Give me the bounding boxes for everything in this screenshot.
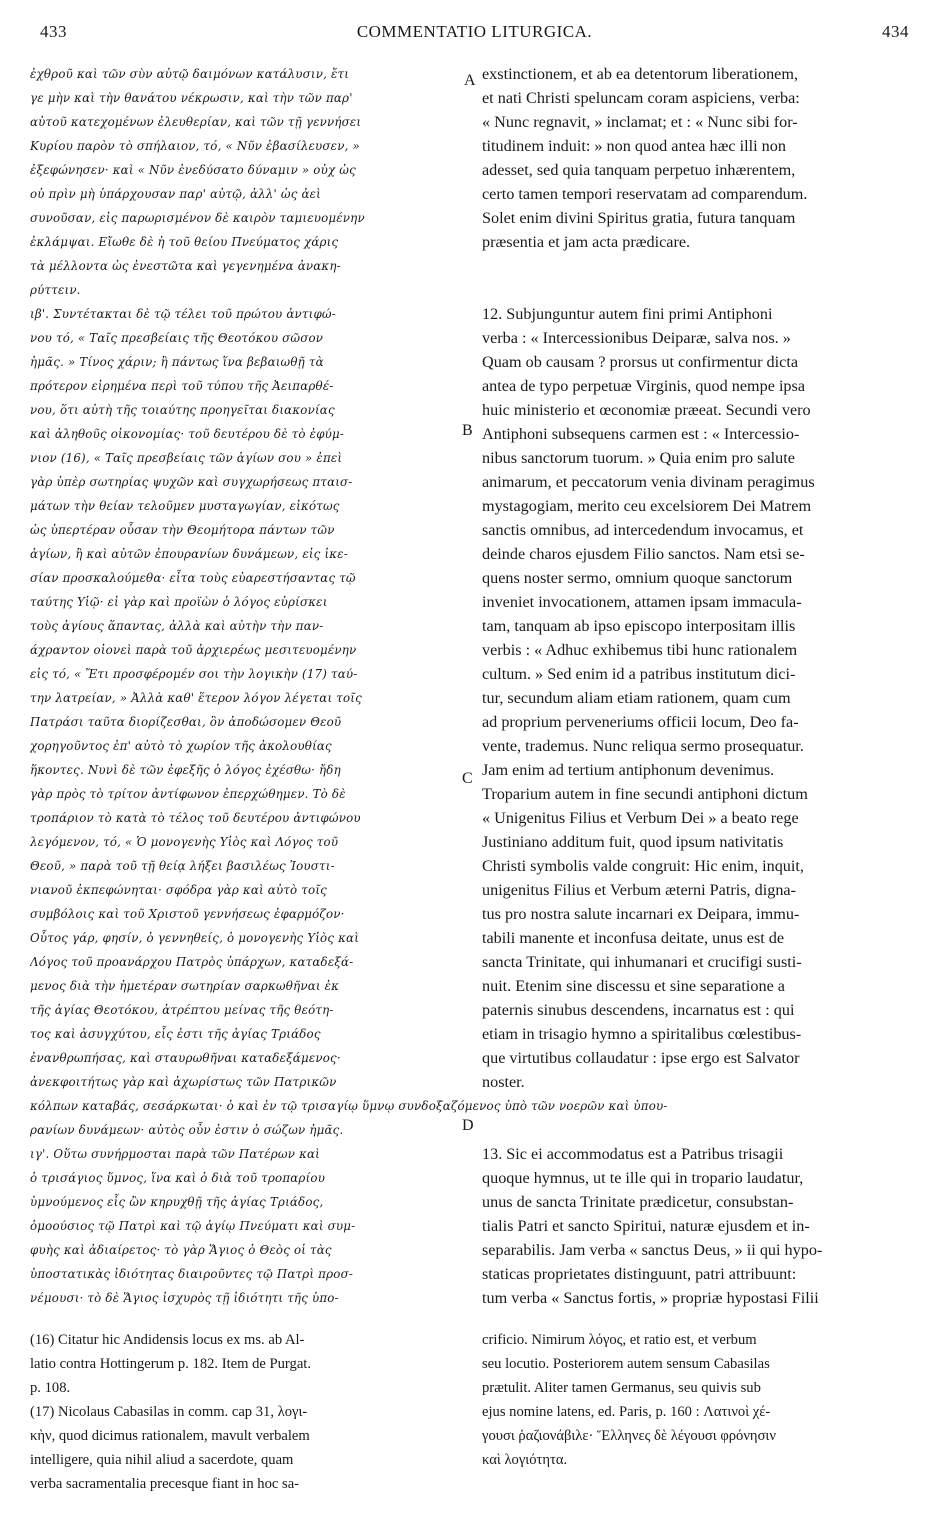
latin-text-line: Solet enim divini Spiritus gratia, futura tanquam <box>482 209 796 227</box>
greek-text-line: συνοῦσαν, εἰς παρωρισμένον δὲ καιρὸν ταμιευομένην <box>30 211 365 225</box>
latin-text-line: sanctis omnibus, ad intercedendum invocamus, et <box>482 521 804 539</box>
latin-column-bottom <box>482 1142 922 1310</box>
greek-text-line: γὰρ ὑπὲρ σωτηρίας ψυχῶν καὶ συγχωρήσεως πταισ- <box>30 475 353 489</box>
footnote-line: intelligere, quia nihil aliud a sacerdote, quam <box>30 1452 294 1468</box>
greek-text-line: ἐνανθρωπήσας, καὶ σταυρωθῆναι καταδεξάμενος· <box>30 1051 341 1065</box>
greek-text-line: ἐχθροῦ καὶ τῶν σὺν αὐτῷ δαιμόνων κατάλυσιν, ἔτι <box>30 67 350 81</box>
greek-text-line: γε μὴν καὶ τὴν θανάτου νέκρωσιν, καὶ τὴν τῶν παρ' <box>30 91 353 105</box>
greek-text-line: συμβόλοις καὶ τοῦ Χριστοῦ γεννήσεως ἐφαρμόζον· <box>30 907 345 921</box>
latin-text-line: huic ministerio et œconomiæ præeat. Secundi vero <box>482 401 811 419</box>
running-header <box>30 22 919 46</box>
greek-column-top <box>30 62 456 1094</box>
latin-text-line: cultum. » Sed enim id a patribus institutum dici- <box>482 665 796 683</box>
greek-text-line: Οὗτος γάρ, φησίν, ὁ γεννηθείς, ὁ μονογενὴς Υἱὸς καὶ <box>30 931 360 945</box>
footnotes-left <box>30 1328 456 1492</box>
footnote-line: κὴν, quod dicimus rationalem, mavult verbalem <box>30 1428 310 1444</box>
page-number-right: 434 <box>882 22 909 41</box>
latin-text-line: antea de typo perpetuæ Virginis, quod nempe ipsa <box>482 377 806 395</box>
greek-text-line: τὰ μέλλοντα ὡς ἐνεστῶτα καὶ γεγενημένα ἀνακη- <box>30 259 341 273</box>
latin-text-line: ad proprium perveneriums officii locum, Deo fa- <box>482 713 799 731</box>
margin-letter-c: C <box>462 770 473 787</box>
latin-text-line: unigenitus Filius et Verbum æterni Patris, digna- <box>482 881 796 899</box>
greek-text-line: μάτων τὴν θείαν τελοῦμεν μυσταγωγίαν, εἰκότως <box>30 499 340 513</box>
greek-text-line: καὶ ἀληθοῦς οἰκονομίας· τοῦ δευτέρου δὲ τὸ ἐφύμ- <box>30 427 345 441</box>
latin-text-line: 12. Subjunguntur autem fini primi Antiphoni <box>482 305 773 323</box>
latin-text-line: titudinem induit: » non quod antea hæc illi non <box>482 137 786 155</box>
greek-text-line: νέμουσι· τὸ δὲ Ἅγιος ἰσχυρὸς τῇ ἰδιότητι τῆς ὑπο- <box>30 1291 339 1305</box>
latin-text-line: verbis : « Adhuc exhibemus tibi hunc rationalem <box>482 641 798 659</box>
greek-text-line: ιγ'. Οὕτω συνήρμοσται παρὰ τῶν Πατέρων καὶ <box>30 1147 320 1161</box>
latin-text-line: quens noster sermo, omnium quoque sanctorum <box>482 569 793 587</box>
latin-text-line: Jam enim ad tertium antiphonum devenimus. <box>482 761 775 779</box>
greek-text-line: Κυρίου παρὸν τὸ σπήλαιον, τό, « Νῦν ἐβασίλευσεν, » <box>30 139 360 153</box>
greek-text-line: ὑποστατικὰς ἰδιότητας διαιροῦντες τῷ Πατρὶ προσ- <box>30 1267 354 1281</box>
footnote-line: prætulit. Aliter tamen Germanus, seu quivis sub <box>482 1380 761 1396</box>
margin-letter-a: A <box>464 72 476 89</box>
greek-text-line: ἥκοντες. Νυνὶ δὲ τῶν ἐφεξῆς ὁ λόγος ἐχέσθω· ἤδη <box>30 763 341 777</box>
footnote-line: καὶ λογιότητα. <box>482 1452 568 1468</box>
latin-text-line: præsentia et jam acta prædicare. <box>482 233 691 251</box>
greek-column-bottom <box>30 1142 456 1310</box>
latin-text-line: certo tamen tempori reservatam ad comparendum. <box>482 185 808 203</box>
greek-text-line: λεγόμενον, τό, « Ὁ μονογενὴς Υἱὸς καὶ Λόγος τοῦ <box>30 835 339 849</box>
latin-text-line: animarum, et peccatorum venia divinam peragimus <box>482 473 815 491</box>
latin-text-line: vente, trademus. Nunc reliqua sermo prosequatur. <box>482 737 804 755</box>
running-title: COMMENTATIO LITURGICA. <box>356 22 593 41</box>
latin-text-line: tabili manente et inconfusa deitate, unus est de <box>482 929 785 947</box>
latin-text-line: tur, secundum aliam etiam rationem, quam cum <box>482 689 791 707</box>
latin-text-line: exstinctionem, et ab ea detentorum liberationem, <box>482 65 798 83</box>
latin-text-line: sancta Trinitate, qui inhumanari et crucifigi susti- <box>482 953 802 971</box>
greek-text-line: ἀνεκφοιτήτως γὰρ καὶ ἀχωρίστως τῶν Πατρικῶν <box>30 1075 337 1089</box>
greek-text-line: αὐτοῦ κατεχομένων ἐλευθερίαν, καὶ τῶν τῇ γεννήσει <box>30 115 362 129</box>
greek-text-line: φυὴς καὶ ἀδιαίρετος· τὸ γὰρ Ἅγιος ὁ Θεὸς οἱ τὰς <box>30 1243 332 1257</box>
latin-text-line: inveniet invocationem, attamen ipsam immacula- <box>482 593 802 611</box>
greek-text-line: οὐ πρὶν μὴ ὑπάρχουσαν παρ' αὐτῷ, ἀλλ' ὡς ἀεὶ <box>30 187 321 201</box>
greek-text-line: ρανίων δυνάμεων· αὐτὸς οὖν ἐστιν ὁ σώζων ἡμᾶς. <box>30 1123 344 1137</box>
greek-text-line: Πατράσι ταῦτα διορίζεσθαι, ὃν ἀποδώσομεν Θεοῦ <box>30 715 342 729</box>
latin-text-line: adesset, sed quia tanquam perpetuo inhærentem, <box>482 161 796 179</box>
page-number-left: 433 <box>40 22 67 41</box>
greek-text-line: τῆς ἁγίας Θεοτόκου, ἀτρέπτου μείνας τῆς θεότη- <box>30 1003 334 1017</box>
latin-text-line: tam, tanquam ab ipso episcopo interpositam illis <box>482 617 796 635</box>
footnote-line: seu locutio. Posteriorem autem sensum Cabasilas <box>482 1356 770 1372</box>
greek-text-line: χορηγοῦντος ἐπ' αὐτὸ τὸ χωρίον τῆς ἀκολουθίας <box>30 739 332 753</box>
latin-text-line: unus de sancta Trinitate prædicetur, consubstan- <box>482 1193 794 1211</box>
greek-text-line: ὡς ὑπερτέραν οὖσαν τὴν Θεομήτορα πάντων τῶν <box>30 523 335 537</box>
latin-text-line: « Unigenitus Filius et Verbum Dei » a beato rege <box>482 809 799 827</box>
greek-text-line: ὑμνούμενος εἷς ὢν κηρυχθῇ τῆς ἁγίας Τριάδος, <box>30 1195 324 1209</box>
greek-text-line: άχραντον οἱονεὶ παρὰ τοῦ ἀρχιερέως μεσιτευομένην <box>30 643 357 657</box>
latin-text-line: tum verba « Sanctus fortis, » propriæ hypostasi Filii <box>482 1289 819 1307</box>
greek-text-line: ἐξεφώνησεν· καὶ « Νῦν ἐνεδύσατο δύναμιν » οὐχ ὡς <box>30 163 356 177</box>
greek-text-line: ἁγίων, ἢ καὶ αὐτῶν ἐπουρανίων δυνάμεων, εἰς ἱκε- <box>30 547 348 561</box>
latin-text-line: nuit. Etenim sine discessu et sine separatione a <box>482 977 785 995</box>
latin-text-line: Justiniano additum fuit, quod ipsum nativitatis <box>482 833 784 851</box>
latin-column-top <box>482 62 922 254</box>
latin-text-line: deinde charos ejusdem Filio sanctos. Nam etsi se- <box>482 545 805 563</box>
latin-text-line: paternis sinubus descendens, incarnatus est : qui <box>482 1001 795 1019</box>
greek-text-line: ὁμοούσιος τῷ Πατρὶ καὶ τῷ ἁγίῳ Πνεύματι καὶ συμ- <box>30 1219 356 1233</box>
margin-letter-b: B <box>462 422 473 439</box>
latin-text-line: Quam ob causam ? prorsus ut confirmentur dicta <box>482 353 799 371</box>
greek-text-line: κόλπων καταβάς, σεσάρκωται· ὁ καὶ ἐν τῷ τρισαγίῳ ὕμνῳ συνδοξαζόμενος ὑπὸ τῶν νοερῶν καὶ ὑπου- <box>30 1099 668 1113</box>
latin-text-line: noster. <box>482 1073 525 1091</box>
greek-text-line: τροπάριον τὸ κατὰ τὸ τέλος τοῦ δευτέρου ἀντιφώνου <box>30 811 361 825</box>
latin-column-middle <box>482 302 922 1094</box>
latin-text-line: separabilis. Jam verba « sanctus Deus, » ii qui hypo- <box>482 1241 823 1259</box>
latin-text-line: quoque hymnus, ut te ille qui in tropario laudatur, <box>482 1169 804 1187</box>
footnotes-right <box>482 1328 922 1468</box>
latin-text-line: mystagogiam, merito ceu excelsiorem Dei Matrem <box>482 497 812 515</box>
footnote-line: (16) Citatur hic Andidensis locus ex ms. ab Al- <box>30 1332 305 1348</box>
greek-text-line: τοὺς ἁγίους ἅπαντας, ἀλλὰ καὶ αὐτὴν τὴν παν- <box>30 619 324 633</box>
latin-text-line: tus pro nostra salute incarnari ex Deipara, immu- <box>482 905 800 923</box>
latin-text-line: tialis Patri et sancto Spiritui, naturæ ejusdem et in- <box>482 1217 810 1235</box>
greek-text-line: ἡμᾶς. » Τίνος χάριν; ἢ πάντως ἵνα βεβαιωθῇ τὰ <box>30 355 324 369</box>
greek-text-line: ταύτης Υἱῷ· εἰ γὰρ καὶ προϊὼν ὁ λόγος εὑρίσκει <box>30 595 328 609</box>
greek-text-line: νιον (16), « Ταῖς πρεσβείαις τῶν ἁγίων σου » ἐπεὶ <box>30 451 343 465</box>
greek-spanning-lines <box>30 1094 920 1142</box>
footnote-line: latio contra Hottingerum p. 182. Item de Purgat. <box>30 1356 312 1372</box>
greek-text-line: Λόγος τοῦ προανάρχου Πατρὸς ὑπάρχων, καταδεξά- <box>30 955 354 969</box>
footnote-line: (17) Nicolaus Cabasilas in comm. cap 31, λογι- <box>30 1404 308 1420</box>
latin-text-line: Troparium autem in fine secundi antiphoni dictum <box>482 785 808 803</box>
latin-text-line: Christi symbolis valde congruit: Hic enim, inquit, <box>482 857 804 875</box>
latin-text-line: staticas proprietates distinguunt, patri attribuunt: <box>482 1265 797 1283</box>
greek-text-line: ιβ'. Συντέτακται δὲ τῷ τέλει τοῦ πρώτου ἀντιφώ- <box>30 307 336 321</box>
latin-text-line: et nati Christi speluncam coram aspiciens, verba: <box>482 89 800 107</box>
margin-letter-d: D <box>462 1117 474 1134</box>
footnote-line: crificio. Nimirum λόγος, et ratio est, et verbum <box>482 1332 757 1348</box>
footnote-line: verba sacramentalia precesque fiant in hoc sa- <box>30 1476 300 1492</box>
greek-text-line: Θεοῦ, » παρὰ τοῦ τῇ θείᾳ λήξει βασιλέως Ἰουστι- <box>30 859 335 873</box>
latin-text-line: etiam in trisagio hymno a spiritalibus cœlestibus- <box>482 1025 802 1043</box>
greek-text-line: ρύττειν. <box>30 283 81 297</box>
footnote-line: p. 108. <box>30 1380 71 1396</box>
greek-text-line: σίαν προσκαλούμεθα· εἶτα τοὺς εὐαρεστήσαντας τῷ <box>30 571 356 585</box>
latin-text-line: verba : « Intercessionibus Deiparæ, salva nos. » <box>482 329 791 347</box>
greek-text-line: την λατρείαν, » Ἀλλὰ καθ' ἕτερον λόγον λέγεται τοῖς <box>30 691 362 705</box>
greek-text-line: πρότερον εἰρημένα περὶ τοῦ τύπου τῆς Ἀειπαρθέ- <box>30 379 334 393</box>
latin-text-line: Antiphoni subsequens carmen est : « Intercessio- <box>482 425 800 443</box>
latin-text-line: nibus sanctorum tuorum. » Quia enim pro salute <box>482 449 795 467</box>
greek-text-line: νου, ὅτι αὐτὴ τῆς τοιαύτης προηγεῖται διακονίας <box>30 403 335 417</box>
latin-text-line: 13. Sic ei accommodatus est a Patribus trisagii <box>482 1145 784 1163</box>
footnote-line: γουσι ῥαζιονάβιλε· Ἕλληνες δὲ λέγουσι φρόνησιν <box>482 1428 776 1444</box>
greek-text-line: νου τό, « Ταῖς πρεσβείαις τῆς Θεοτόκου σῶσον <box>30 331 324 345</box>
greek-text-line: γὰρ πρὸς τὸ τρίτον ἀντίφωνον ἐπερχώθημεν. Τὸ δὲ <box>30 787 346 801</box>
latin-text-line: que virtutibus collaudatur : ipse ergo est Salvator <box>482 1049 800 1067</box>
greek-text-line: εἰς τό, « Ἔτι προσφέρομέν σοι τὴν λογικὴν (17) ταύ- <box>30 667 358 681</box>
greek-text-line: μενος διὰ τὴν ἡμετέραν σωτηρίαν σαρκωθῆναι ἐκ <box>30 979 340 993</box>
footnote-line: ejus nomine latens, ed. Paris, p. 160 : Λατινοὶ χέ- <box>482 1404 771 1420</box>
latin-text-line: « Nunc regnavit, » inclamat; et : « Nunc sibi for- <box>482 113 798 131</box>
greek-text-line: ὁ τρισάγιος ὕμνος, ἵνα καὶ ὁ διὰ τοῦ τροπαρίου <box>30 1171 326 1185</box>
greek-text-line: τος καὶ ἀσυγχύτου, εἷς ἐστι τῆς ἁγίας Τριάδος <box>30 1027 321 1041</box>
greek-text-line: ἐκλάμψαι. Εἴωθε δὲ ἡ τοῦ θείου Πνεύματος χάρις <box>30 235 339 249</box>
greek-text-line: νιανοῦ ἐκπεφώνηται· σφόδρα γὰρ καὶ αὐτὸ τοῖς <box>30 883 327 897</box>
